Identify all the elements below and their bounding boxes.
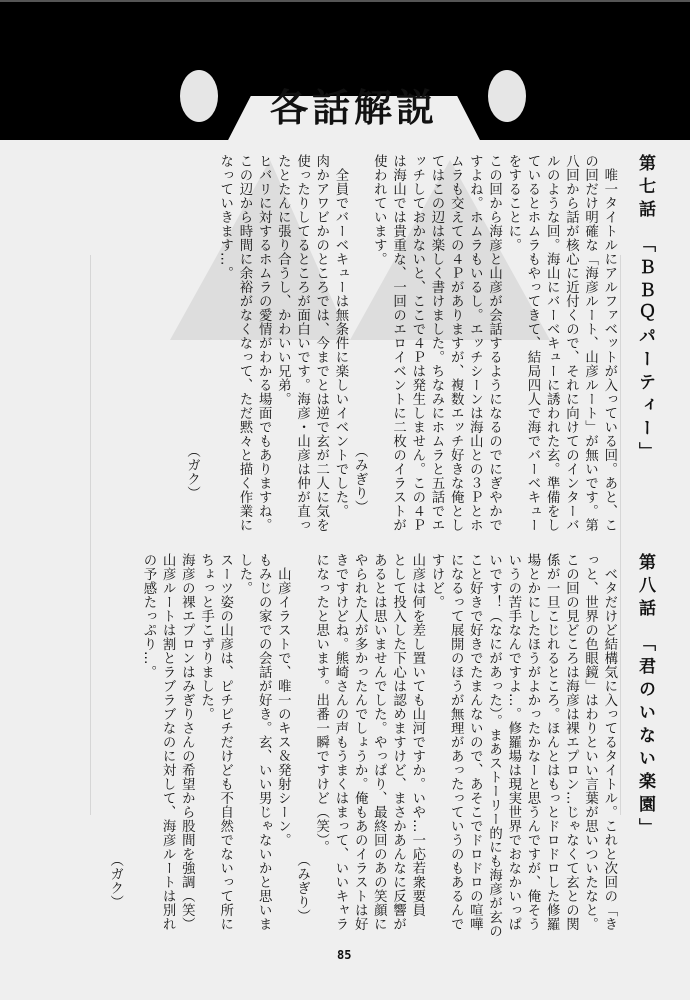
- text-line: きですけどね。熊崎さんの声もうまくはまって、いいキャラ: [332, 553, 348, 931]
- frame-rule-left: [90, 255, 91, 815]
- page-number: 85: [337, 948, 352, 962]
- header-decoration-circle-left: [180, 70, 218, 122]
- text-line: すけど。: [428, 553, 444, 609]
- text-line: ヒバリに対するホムラの愛情がわかる場面でもありますね。: [256, 154, 272, 532]
- text-line: をすることに。: [505, 154, 521, 252]
- signature-migiri: （みぎり）: [352, 444, 368, 514]
- episode-7-number: 第七話: [635, 154, 655, 223]
- header-decoration-circle-right: [488, 70, 526, 122]
- signature-migiri: （みぎり）: [294, 853, 310, 923]
- page-title: 各話解説: [269, 85, 438, 130]
- text-line: 山彦ルートは割とラブラブなのに対して、海彦ルートは別れ: [160, 553, 176, 931]
- text-line: 場とかにしたほうがよかったかなーと思うんですが、俺そう: [524, 553, 540, 931]
- text-line: いうの苦手なんですよ…。修羅場は現実世界でおなかいっぱ: [505, 553, 521, 931]
- text-line: になるって展開のほうが無理があったっていうのもあるんで: [448, 553, 464, 931]
- text-line: 係が一旦こじれるところ。ほんとはもっとドロドロした修羅: [544, 553, 560, 931]
- text-line: あるとは思いませんでした。やっぱり、最終回のあの笑顔に: [371, 553, 387, 931]
- text-line: なっていきます…。: [217, 154, 233, 280]
- episode-7-commentary-gaku: [216, 154, 350, 544]
- text-line: この回の見どころは海彦は裸エプロン…じゃなくて玄との関: [563, 553, 579, 931]
- episode-8-title: 「君のいない楽園」: [635, 633, 655, 841]
- text-line: もみじの家での会話が好き。玄、いい男じゃないかと思いま: [256, 553, 272, 931]
- episode-8-heading: [635, 553, 654, 943]
- signature-gaku: （ガク）: [184, 444, 200, 500]
- signature-gaku: （ガク）: [107, 853, 123, 909]
- text-line: の回だけ明確な「海彦ルート、山彦ルート」が無いです。第: [582, 154, 598, 532]
- episode-8-commentary-gaku: [139, 553, 293, 943]
- text-line: この辺から時間に余裕がなくなって、ただ黙々と描く作業に: [236, 154, 252, 532]
- text-line: ルのような回。海山にバーベキューに誘われた玄。準備をし: [544, 154, 560, 532]
- text-line: した。: [236, 553, 252, 595]
- text-line: ッチしておかないと、ここで４Ｐは発生しません。この４Ｐ: [409, 154, 425, 532]
- text-line: スーツ姿の山彦は、ピチピチだけども不自然でないって所に: [217, 553, 233, 931]
- text-line: ムラも交えての４Ｐがありますが、複数エッチ好きな俺とし: [448, 154, 464, 532]
- text-line: 山彦イラストで、唯一のキス＆発射シーン。: [275, 553, 291, 847]
- text-line: 全員でバーベキューは無条件に楽しいイベントでした。: [332, 154, 348, 518]
- text-line: っと、世界の色眼鏡」はわりといい言葉が思いついたなと。: [582, 553, 598, 931]
- text-line: ベタだけど結構気に入ってるタイトル。これと次回の「き: [601, 553, 617, 931]
- episode-7-commentary-migiri: [369, 154, 619, 544]
- text-line: 肉かアワビかのところでは、今までとは逆で玄が二人に気を: [313, 154, 329, 532]
- episode-7-heading: [635, 154, 654, 544]
- text-line: 唯一タイトルにアルファベットが入っている回。あと、こ: [601, 154, 617, 532]
- text-line: の予感たっぷり…。: [140, 553, 156, 679]
- text-line: こと好きで好きでたまんないので、あそこでドロドロの喧嘩: [467, 553, 483, 931]
- text-line: 使ったりしてるところが面白いです。海彦・山彦は仲が直っ: [294, 154, 310, 532]
- text-line: 山彦は何を差し置いても山河ですか。いや…一応若衆要員: [409, 553, 425, 917]
- episode-8-section: [106, 553, 654, 943]
- text-line: 海彦の裸エプロンはみぎりさんの希望から股間を強調（笑）: [179, 553, 195, 931]
- text-line: やられた人が多かったんでしょうか。俺もあのイラストは好: [352, 553, 368, 931]
- text-line: ているとホムラもやってきて、結局四人で海でバーベキュー: [524, 154, 540, 532]
- text-line: いです！（なにがあった）。まあストーリー的にも海彦が玄の: [486, 553, 502, 939]
- text-line: ちょっと手こずりました。: [198, 553, 214, 721]
- text-line: は海山では貴重な、一回のエロイベントに二枚のイラストが: [390, 154, 406, 532]
- episode-8-number: 第八話: [635, 553, 655, 622]
- text-line: になったと思います。出番一瞬ですけど（笑）。: [313, 553, 329, 855]
- episode-7-section: [182, 154, 654, 544]
- text-line: 八回から話が核心に近付くので、それに向けてのインターバ: [563, 154, 579, 532]
- episode-7-title: 「ＢＢＱパーティー」: [635, 234, 655, 465]
- text-line: この回から海彦と山彦が会話するようになるのでにぎやかで: [486, 154, 502, 532]
- text-line: として投入した下心は認めますけど、まさかあんなに反響が: [390, 553, 406, 931]
- text-line: てはこの辺は楽しく書けました。ちなみにホムラと五話でエ: [428, 154, 444, 532]
- text-line: たとたんに張り合うし、かわいい兄弟。: [275, 154, 291, 406]
- episode-8-commentary-migiri: [312, 553, 619, 943]
- text-line: 使われています。: [371, 154, 387, 266]
- text-line: すよね。ホムラもいるし。エッチシーンは海山との３Ｐとホ: [467, 154, 483, 532]
